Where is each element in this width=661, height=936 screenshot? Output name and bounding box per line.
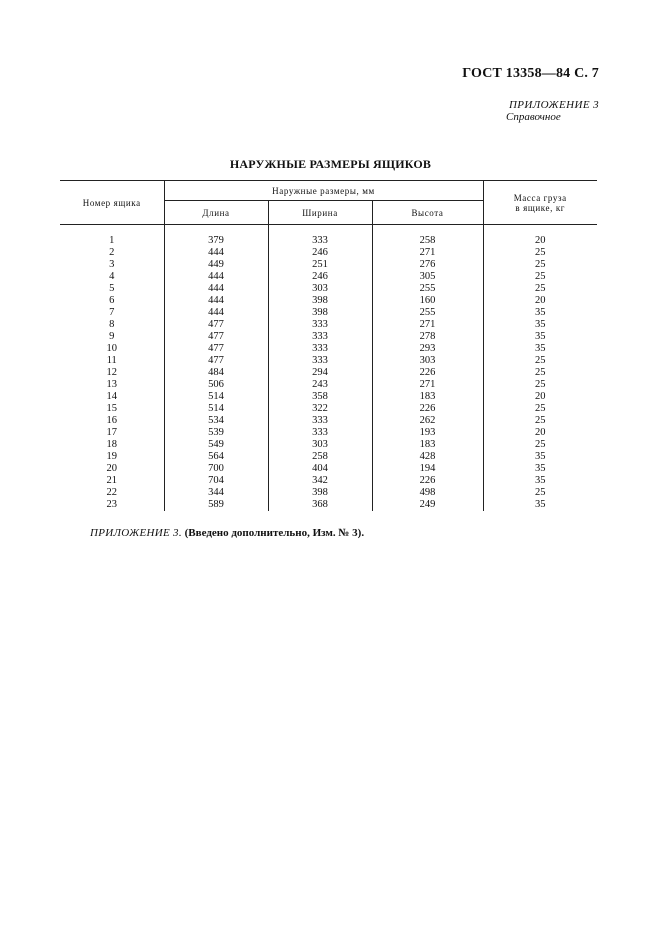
cell-height: 258 (372, 235, 483, 247)
cell-box-number: 5 (109, 283, 115, 294)
cell-length: 477 (164, 331, 268, 343)
cell-box-number: 19 (106, 451, 117, 462)
table-row (60, 451, 597, 463)
cell-box-number: 1 (109, 235, 115, 246)
cell-box-number: 14 (106, 391, 117, 402)
cell-length: 444 (164, 295, 268, 307)
cell-mass: 25 (483, 415, 597, 427)
cell-length: 484 (164, 367, 268, 379)
note-text: (Введено дополнительно, Изм. № 3). (184, 527, 365, 539)
cell-box-number: 3 (109, 259, 115, 270)
table-row (60, 487, 597, 499)
cell-height: 276 (372, 259, 483, 271)
table-row (60, 295, 597, 307)
table-row (60, 391, 597, 403)
table-row (60, 355, 597, 367)
cell-mass: 35 (483, 451, 597, 463)
cell-length: 514 (164, 391, 268, 403)
table-row (60, 343, 597, 355)
cell-box-number: 21 (106, 475, 117, 486)
table-row (60, 271, 597, 283)
cell-box-number: 11 (106, 355, 117, 366)
cell-mass: 25 (483, 271, 597, 283)
cell-length: 379 (164, 235, 268, 247)
cell-height: 183 (372, 439, 483, 451)
cell-box-number: 7 (109, 307, 115, 318)
table-row (60, 403, 597, 415)
table-row (60, 427, 597, 439)
header-cargo-mass-line1: Масса груза (513, 192, 567, 203)
cell-width: 342 (268, 475, 372, 487)
cell-width: 243 (268, 379, 372, 391)
cell-length: 534 (164, 415, 268, 427)
cell-mass: 25 (483, 379, 597, 391)
cell-height: 305 (372, 271, 483, 283)
cell-height: 262 (372, 415, 483, 427)
cell-length: 444 (164, 247, 268, 259)
cell-mass: 35 (483, 499, 597, 511)
header-height: Высота (372, 201, 483, 225)
cell-length: 700 (164, 463, 268, 475)
table-row (60, 439, 597, 451)
cell-height: 255 (372, 307, 483, 319)
cell-width: 246 (268, 271, 372, 283)
appendix-note (90, 527, 364, 539)
cell-width: 398 (268, 307, 372, 319)
cell-mass: 35 (483, 331, 597, 343)
table-row (60, 235, 597, 247)
cell-width: 333 (268, 331, 372, 343)
cell-box-number: 13 (106, 379, 117, 390)
cell-mass: 25 (483, 283, 597, 295)
cell-height: 293 (372, 343, 483, 355)
cell-length: 704 (164, 475, 268, 487)
cell-mass: 25 (483, 247, 597, 259)
table-row (60, 331, 597, 343)
table-row (60, 319, 597, 331)
cell-box-number: 23 (106, 499, 117, 510)
table-row (60, 259, 597, 271)
cell-box-number: 17 (106, 427, 117, 438)
cell-mass: 35 (483, 307, 597, 319)
cell-length: 444 (164, 271, 268, 283)
cell-width: 258 (268, 451, 372, 463)
cell-mass: 25 (483, 367, 597, 379)
cell-box-number: 9 (109, 331, 115, 342)
cell-length: 477 (164, 319, 268, 331)
cell-height: 271 (372, 319, 483, 331)
cell-height: 226 (372, 475, 483, 487)
cell-height: 193 (372, 427, 483, 439)
cell-box-number: 2 (109, 247, 115, 258)
cell-height: 278 (372, 331, 483, 343)
cell-height: 249 (372, 499, 483, 511)
header-cargo-mass-line2: в ящике, кг (515, 202, 566, 213)
cell-mass: 25 (483, 439, 597, 451)
header-box-number: Номер ящика (60, 181, 164, 225)
cell-box-number: 12 (106, 367, 117, 378)
cell-height: 303 (372, 355, 483, 367)
cell-mass: 20 (483, 295, 597, 307)
cell-mass: 25 (483, 259, 597, 271)
cell-width: 294 (268, 367, 372, 379)
cell-length: 444 (164, 307, 268, 319)
cell-mass: 25 (483, 487, 597, 499)
cell-height: 226 (372, 403, 483, 415)
table-row (60, 247, 597, 259)
table-row (60, 367, 597, 379)
cell-height: 226 (372, 367, 483, 379)
cell-width: 398 (268, 295, 372, 307)
cell-box-number: 8 (109, 319, 115, 330)
table-row (60, 283, 597, 295)
dimensions-table (60, 180, 597, 511)
cell-width: 246 (268, 247, 372, 259)
cell-width: 322 (268, 403, 372, 415)
cell-mass: 35 (483, 343, 597, 355)
cell-length: 514 (164, 403, 268, 415)
cell-mass: 25 (483, 355, 597, 367)
header-outer-dimensions: Наружные размеры, мм (164, 181, 483, 201)
table-body (60, 225, 597, 512)
document-reference: ГОСТ 13358—84 С. 7 (462, 66, 599, 81)
cell-height: 255 (372, 283, 483, 295)
cell-height: 183 (372, 391, 483, 403)
cell-mass: 35 (483, 319, 597, 331)
cell-width: 333 (268, 427, 372, 439)
cell-mass: 20 (483, 427, 597, 439)
appendix-type: Справочное (506, 111, 561, 123)
cell-mass: 20 (483, 235, 597, 247)
cell-width: 303 (268, 439, 372, 451)
table-row (60, 379, 597, 391)
cell-mass: 35 (483, 463, 597, 475)
cell-box-number: 6 (109, 295, 115, 306)
cell-width: 358 (268, 391, 372, 403)
cell-width: 398 (268, 487, 372, 499)
table-row (60, 415, 597, 427)
header-cargo-mass (483, 181, 597, 225)
cell-height: 271 (372, 379, 483, 391)
cell-width: 333 (268, 319, 372, 331)
cell-length: 539 (164, 427, 268, 439)
cell-box-number: 20 (106, 463, 117, 474)
cell-box-number: 4 (109, 271, 115, 282)
table-row (60, 499, 597, 511)
cell-box-number: 18 (106, 439, 117, 450)
cell-width: 303 (268, 283, 372, 295)
cell-length: 564 (164, 451, 268, 463)
cell-width: 333 (268, 343, 372, 355)
cell-width: 404 (268, 463, 372, 475)
table-row (60, 463, 597, 475)
header-length: Длина (164, 201, 268, 225)
cell-box-number: 16 (106, 415, 117, 426)
cell-box-number: 22 (106, 487, 117, 498)
cell-height: 498 (372, 487, 483, 499)
appendix-label: ПРИЛОЖЕНИЕ 3 (508, 99, 599, 111)
cell-length: 444 (164, 283, 268, 295)
cell-width: 333 (268, 415, 372, 427)
table-row (60, 307, 597, 319)
cell-length: 449 (164, 259, 268, 271)
cell-height: 194 (372, 463, 483, 475)
table-row (60, 475, 597, 487)
cell-mass: 25 (483, 403, 597, 415)
cell-width: 333 (268, 235, 372, 247)
cell-length: 477 (164, 343, 268, 355)
cell-length: 477 (164, 355, 268, 367)
cell-height: 271 (372, 247, 483, 259)
cell-length: 589 (164, 499, 268, 511)
cell-mass: 35 (483, 475, 597, 487)
cell-width: 333 (268, 355, 372, 367)
cell-length: 506 (164, 379, 268, 391)
cell-height: 160 (372, 295, 483, 307)
cell-mass: 20 (483, 391, 597, 403)
table-title: НАРУЖНЫЕ РАЗМЕРЫ ЯЩИКОВ (229, 157, 432, 171)
cell-width: 368 (268, 499, 372, 511)
cell-box-number: 10 (106, 343, 117, 354)
cell-box-number: 15 (106, 403, 117, 414)
cell-length: 549 (164, 439, 268, 451)
note-label: ПРИЛОЖЕНИЕ 3. (90, 527, 182, 539)
cell-height: 428 (372, 451, 483, 463)
header-width: Ширина (268, 201, 372, 225)
cell-length: 344 (164, 487, 268, 499)
cell-width: 251 (268, 259, 372, 271)
